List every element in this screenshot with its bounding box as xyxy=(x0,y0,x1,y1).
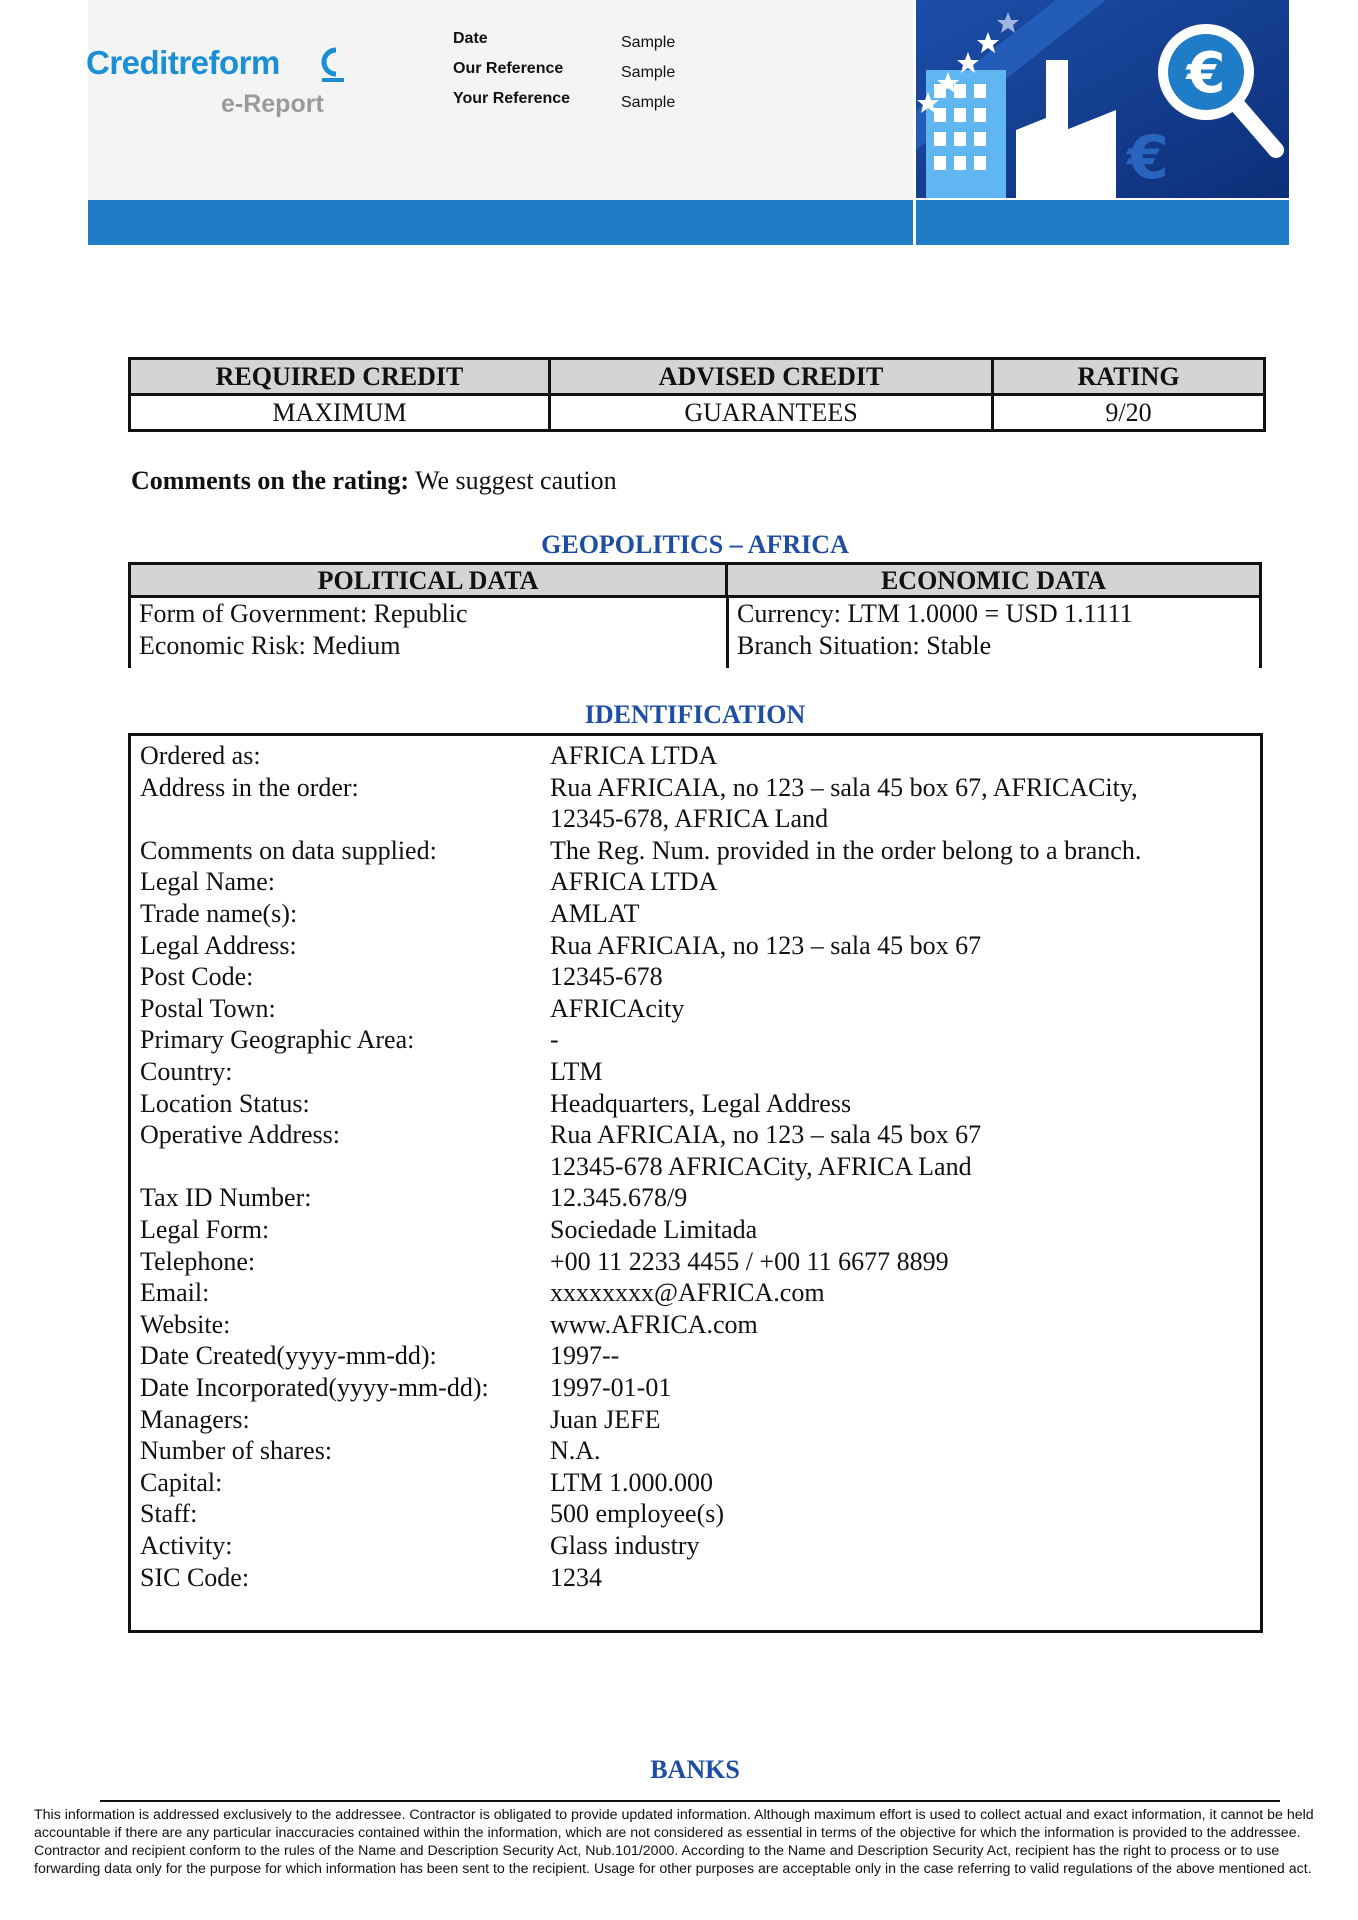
identification-label: Legal Form: xyxy=(140,1215,270,1244)
identification-label: Website: xyxy=(140,1309,231,1339)
identification-value: AFRICAcity xyxy=(550,993,685,1023)
legal-disclaimer: This information is addressed exclusively to the addressee. Contractor is obligated to provide updated information. Although maximum effort is used to collect actual and exact information, it cannot be held accountable if there are any particular inaccuracies contained within the information, which are not considered as essential in terms of the objective for which the information is provided to the addressee. Contractor and recipient conform to the rules of the Name and Description Security Act, Nub.101/2000. According to the Name and Description Security Act, recipient has the right to process or to use forwarding data only for the purpose for which information has been sent to the recipient. Usage for other purposes are acceptable only in the case referring to valid regulations of the above mentioned act. xyxy=(34,1807,1314,1877)
identification-value: 12345-678 xyxy=(550,962,663,992)
identification-label: Activity: xyxy=(140,1531,233,1560)
geopolitics-title: GEOPOLITICS – AFRICA xyxy=(541,530,849,559)
identification-label: Tax ID Number: xyxy=(140,1183,312,1213)
svg-text:€: € xyxy=(1186,41,1226,106)
identification-value: 1234 xyxy=(550,1562,602,1592)
identification-value: LTM xyxy=(550,1057,603,1086)
identification-value: www.AFRICA.com xyxy=(550,1309,758,1339)
report-meta xyxy=(453,30,675,120)
identification-label: Telephone: xyxy=(140,1246,256,1276)
identification-value: +00 11 2233 4455 / +00 11 6677 8899 xyxy=(550,1246,949,1276)
meta-your-reference-row xyxy=(453,90,675,120)
identification-value: Juan JEFE xyxy=(550,1404,661,1434)
identification-value: Glass industry xyxy=(550,1531,700,1560)
required-credit-header: REQUIRED CREDIT xyxy=(130,359,550,395)
building-icon xyxy=(926,70,1006,198)
identification-label: Primary Geographic Area: xyxy=(140,1025,415,1055)
economic-risk: Economic Risk: Medium xyxy=(139,631,401,660)
political-data-column xyxy=(131,598,729,668)
identification-value: 500 employee(s) xyxy=(550,1499,725,1529)
identification-title: IDENTIFICATION xyxy=(584,700,806,729)
identification-label: Trade name(s): xyxy=(140,899,298,928)
identification-label: Legal Name: xyxy=(140,867,275,897)
identification-value: Rua AFRICAIA, no 123 – sala 45 box 67 xyxy=(550,930,982,960)
meta-our-reference-label: Our Reference xyxy=(453,60,564,77)
meta-our-reference-value: Sample xyxy=(621,64,676,81)
credit-header-row xyxy=(130,359,1265,395)
identification-label: Operative Address: xyxy=(140,1120,341,1150)
meta-date-value: Sample xyxy=(621,34,676,51)
header-banner-image xyxy=(916,0,1289,198)
identification-label: Date Created(yyyy-mm-dd): xyxy=(140,1341,437,1371)
identification-label: Country: xyxy=(140,1057,233,1086)
identification-value: AFRICA LTDA xyxy=(550,867,718,897)
svg-text:€: € xyxy=(1127,123,1169,193)
identification-value: Rua AFRICAIA, no 123 – sala 45 box 67, AFRICACity, xyxy=(550,772,1138,802)
identification-value: AMLAT xyxy=(550,899,640,928)
identification-value: 12.345.678/9 xyxy=(550,1183,688,1213)
identification-value: 1997-- xyxy=(550,1341,620,1371)
political-data-header: POLITICAL DATA xyxy=(131,565,728,595)
branch-situation: Branch Situation: Stable xyxy=(737,631,992,660)
geopolitics-header-row xyxy=(128,562,1262,598)
advised-credit-value: GUARANTEES xyxy=(550,395,993,431)
identification-label: Legal Address: xyxy=(140,930,297,960)
identification-label: Postal Town: xyxy=(140,993,276,1023)
rating-comments-label: Comments on the rating: xyxy=(131,466,410,495)
identification-value: xxxxxxxx@AFRICA.com xyxy=(550,1278,825,1308)
meta-date-row xyxy=(453,30,675,60)
identification-value: LTM 1.000.000 xyxy=(550,1467,713,1497)
rating-header: RATING xyxy=(993,359,1265,395)
identification-value: Rua AFRICAIA, no 123 – sala 45 box 67 xyxy=(550,1120,982,1150)
identification-value: AFRICA LTDA xyxy=(550,741,718,770)
required-credit-value: MAXIMUM xyxy=(130,395,550,431)
header-blue-bar-right xyxy=(916,200,1289,245)
economic-data-column xyxy=(729,598,1133,668)
header-blue-bar xyxy=(88,200,913,245)
identification-value: - xyxy=(550,1025,559,1055)
identification-value-continued: 12345-678 AFRICACity, AFRICA Land xyxy=(550,1151,972,1181)
meta-your-reference-value: Sample xyxy=(621,94,676,111)
meta-our-reference-row xyxy=(453,60,675,90)
geopolitics-body xyxy=(128,598,1262,668)
identification-label: Address in the order: xyxy=(140,772,359,802)
meta-your-reference-label: Your Reference xyxy=(453,90,571,107)
identification-label: Capital: xyxy=(140,1467,223,1497)
identification-value: 1997-01-01 xyxy=(550,1373,672,1402)
identification-label: Date Incorporated(yyyy-mm-dd): xyxy=(140,1373,489,1402)
advised-credit-header: ADVISED CREDIT xyxy=(550,359,993,395)
identification-value: Headquarters, Legal Address xyxy=(550,1088,852,1118)
identification-label: Comments on data supplied: xyxy=(140,835,437,865)
currency: Currency: LTM 1.0000 = USD 1.1111 xyxy=(737,599,1133,628)
rating-comments-text: We suggest caution xyxy=(415,466,617,495)
identification-label: Location Status: xyxy=(140,1088,310,1118)
logo-product-text: e-Report xyxy=(221,90,324,118)
identification-value: Sociedade Limitada xyxy=(550,1215,758,1244)
economic-data-header: ECONOMIC DATA xyxy=(880,566,1107,595)
identification-label: Managers: xyxy=(140,1404,250,1434)
form-of-government: Form of Government: Republic xyxy=(139,599,468,628)
meta-date-label: Date xyxy=(453,30,488,47)
banks-title: BANKS xyxy=(650,1755,740,1784)
identification-label: Staff: xyxy=(140,1499,198,1529)
identification-value-continued: 12345-678, AFRICA Land xyxy=(550,804,829,834)
identification-table xyxy=(128,733,1263,1633)
identification-label: Number of shares: xyxy=(140,1436,333,1466)
identification-label: Ordered as: xyxy=(140,741,261,770)
footer-divider xyxy=(100,1800,1280,1802)
creditreform-logo xyxy=(86,44,346,124)
logo-brand-text: Creditreform xyxy=(86,44,280,81)
credit-rating-table xyxy=(128,357,1266,432)
rating-comments xyxy=(131,466,617,496)
identification-value: The Reg. Num. provided in the order belong to a branch. xyxy=(550,835,1142,865)
identification-label: SIC Code: xyxy=(140,1562,250,1592)
identification-label: Email: xyxy=(140,1278,210,1308)
geopolitics-table xyxy=(128,562,1262,668)
creditreform-c-icon xyxy=(312,44,346,84)
identification-label: Post Code: xyxy=(140,962,254,992)
credit-value-row xyxy=(130,395,1265,431)
identification-value: N.A. xyxy=(550,1436,601,1466)
rating-value: 9/20 xyxy=(993,395,1265,431)
